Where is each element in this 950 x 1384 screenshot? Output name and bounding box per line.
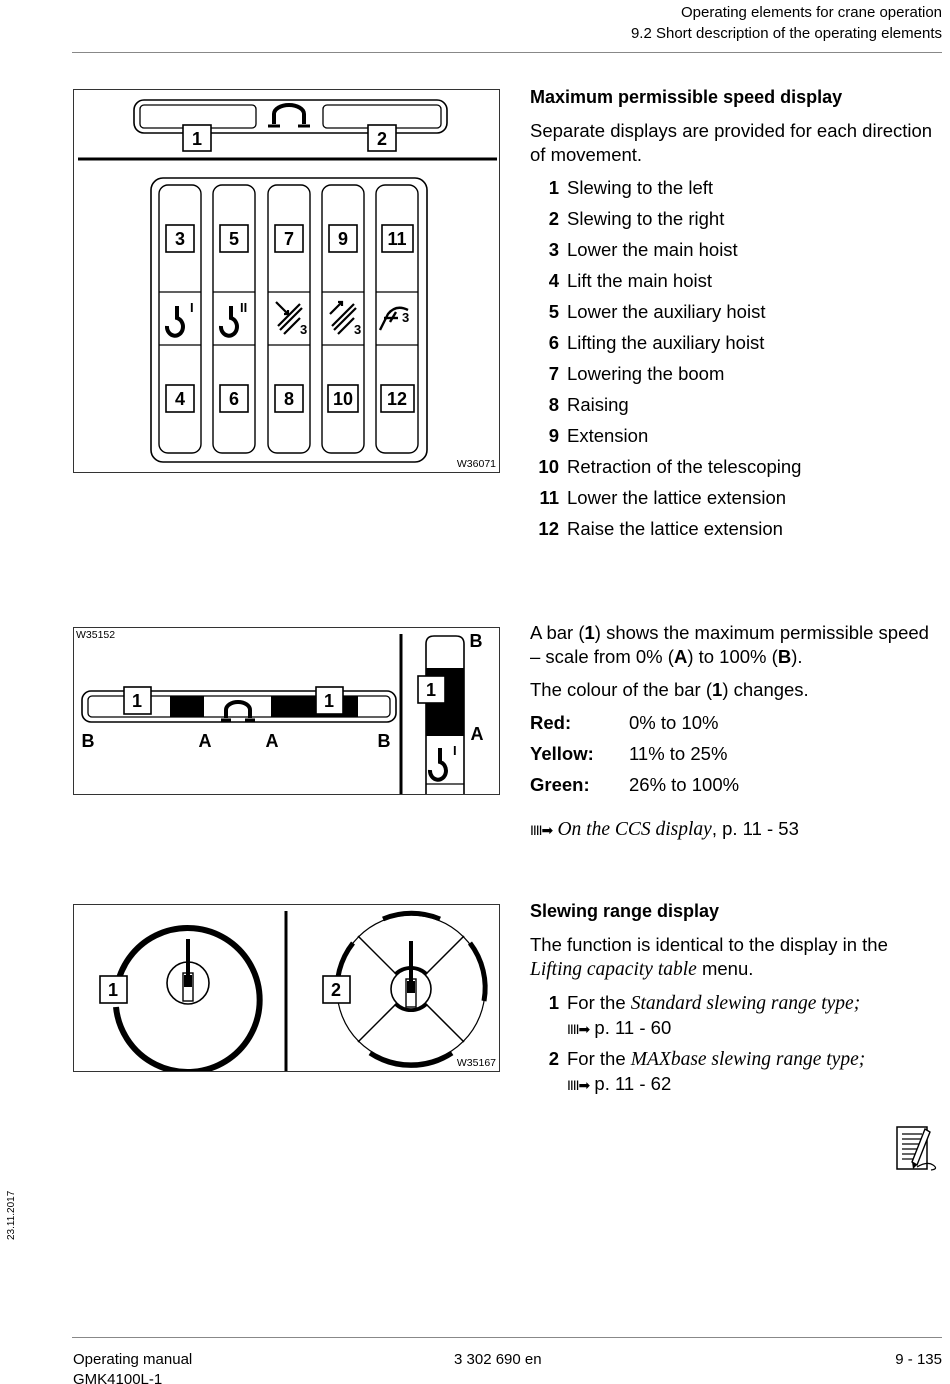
label-2: 2 [376, 129, 388, 149]
main-hoist-icon [430, 743, 457, 780]
item-number: 1 [548, 992, 559, 1013]
svg-text:3: 3 [300, 322, 308, 337]
list-item [530, 393, 940, 424]
figure-speed-bar [73, 627, 500, 795]
slewing-label-1: 1 [107, 980, 119, 1000]
list-item [530, 176, 940, 207]
item-text: Lowering the boom [567, 363, 725, 384]
colour-key-red: Red: [530, 712, 572, 733]
slewing-icon [268, 105, 310, 126]
bar-description: A bar (1) shows the maximum permissible speed – scale from 0% (A) to 100% (B). [530, 622, 929, 667]
speed-bar-drawing [74, 628, 499, 794]
ccs-display-reference[interactable]: IIII➡ On the CCS display, p. 11 - 53 [530, 818, 799, 840]
slewing-range-list [530, 991, 940, 1097]
footer-model: GMK4100L-1 [73, 1371, 163, 1384]
list-item [530, 269, 940, 300]
label-10: 10 [332, 389, 354, 409]
item-number: 11 [539, 487, 559, 508]
colour-key-yellow: Yellow: [530, 743, 594, 764]
item-number: 12 [538, 518, 559, 539]
lifting-capacity-link[interactable]: Lifting capacity table [530, 959, 697, 980]
item-text: Lift the main hoist [567, 270, 712, 291]
reference-arrow-icon: IIII➡ [530, 822, 553, 838]
list-item [530, 455, 940, 486]
section-slewing-range [530, 899, 940, 1103]
label-6: 6 [228, 389, 240, 409]
list-item [530, 362, 940, 393]
item-number: 2 [548, 208, 559, 229]
slewing-type-link[interactable]: MAXbase slewing range type; [630, 1049, 866, 1070]
page-header [631, 2, 942, 44]
slewing-range-drawing [74, 905, 499, 1071]
list-item [530, 238, 940, 269]
label-11: 11 [387, 229, 407, 249]
item-text: Raising [567, 394, 629, 415]
boom-lowering-icon [276, 302, 307, 337]
list-item [530, 1047, 940, 1097]
list-item [530, 300, 940, 331]
scale-right-a: A [265, 731, 279, 751]
item-text: Lower the main hoist [567, 239, 738, 260]
figure-code: W36071 [456, 458, 496, 470]
item-number: 3 [548, 239, 559, 260]
label-12: 12 [386, 389, 408, 409]
reference-arrow-icon: IIII➡ [567, 1077, 590, 1093]
movement-list [530, 176, 940, 548]
list-item [530, 331, 940, 362]
label-1: 1 [191, 129, 203, 149]
list-item [530, 517, 940, 548]
figure-code: W35167 [456, 1057, 496, 1069]
reference-link[interactable]: On the CCS display [557, 819, 712, 840]
vertical-scale-a: A [470, 724, 484, 744]
scale-left-a: A [198, 731, 212, 751]
item-number: 4 [548, 270, 559, 291]
item-number: 7 [548, 363, 559, 384]
item-text: For the MAXbase slewing range type; IIII➡ p. 11 - 62 [567, 1048, 866, 1094]
footer-page-number: 9 - 135 [895, 1351, 942, 1368]
svg-text:II: II [240, 300, 248, 315]
item-number: 5 [548, 301, 559, 322]
header-section: 9.2 Short description of the operating elements [630, 25, 942, 42]
item-text: For the Standard slewing range type; IIII➡ p. 11 - 60 [567, 992, 861, 1038]
section-title: Maximum permissible speed display [530, 87, 843, 107]
label-3: 3 [174, 229, 186, 249]
colour-key-green: Green: [530, 774, 590, 795]
header-rule [72, 52, 942, 53]
svg-text:3: 3 [354, 322, 362, 337]
svg-text:3: 3 [402, 310, 410, 325]
figure-slewing-range [73, 904, 500, 1072]
list-item [530, 207, 940, 238]
item-text: Retraction of the telescoping [567, 456, 802, 477]
scale-left-b: B [81, 731, 95, 751]
svg-text:I: I [453, 743, 457, 758]
figure-code: W35152 [76, 629, 116, 641]
section-bar-colour [530, 621, 940, 851]
bar-colour-note: The colour of the bar (1) changes. [530, 679, 809, 700]
section-intro: The function is identical to the display in the Lifting capacity table menu. [530, 934, 888, 980]
item-number: 6 [548, 332, 559, 353]
item-number: 1 [548, 177, 559, 198]
label-8: 8 [283, 389, 295, 409]
vertical-scale-b: B [469, 631, 483, 651]
speed-display-drawing [74, 90, 499, 472]
item-text: Slewing to the right [567, 208, 725, 229]
section-intro: Separate displays are provided for each direction of movement. [530, 120, 933, 165]
label-7: 7 [283, 229, 295, 249]
label-4: 4 [174, 389, 186, 409]
list-item [530, 991, 940, 1041]
item-number: 2 [548, 1048, 559, 1069]
footer-manual-title: Operating manual [73, 1351, 193, 1368]
item-number: 10 [538, 456, 559, 477]
page-reference[interactable]: p. 11 - 62 [589, 1073, 672, 1094]
edition-date: 23.11.2017 [6, 1190, 17, 1240]
boom-extension-icon [330, 302, 361, 337]
label-5: 5 [228, 229, 240, 249]
section-title: Slewing range display [530, 901, 720, 921]
item-text: Raise the lattice extension [567, 518, 783, 539]
main-hoist-icon [167, 300, 194, 336]
colour-value-yellow: 11% to 25% [629, 743, 728, 764]
bar-fill-right [271, 696, 358, 717]
slewing-type-link[interactable]: Standard slewing range type; [630, 993, 861, 1014]
header-chapter: Operating elements for crane operation [681, 4, 942, 21]
colour-value-green: 26% to 100% [629, 774, 740, 795]
list-item [530, 486, 940, 517]
item-text: Lifting the auxiliary hoist [567, 332, 765, 353]
colour-table [530, 711, 940, 797]
slewing-label-2: 2 [330, 980, 342, 1000]
list-item [530, 424, 940, 455]
footer-doc-number: 3 302 690 en [454, 1351, 542, 1368]
item-number: 9 [548, 425, 559, 446]
footer-rule [72, 1337, 942, 1338]
item-text: Lower the auxiliary hoist [567, 301, 766, 322]
lattice-extension-icon [380, 308, 409, 330]
item-text: Lower the lattice extension [567, 487, 787, 508]
auxiliary-hoist-icon [221, 300, 247, 336]
colour-value-red: 0% to 10% [629, 712, 719, 733]
page-reference[interactable]: p. 11 - 60 [589, 1017, 672, 1038]
section-max-speed [530, 85, 940, 548]
label-9: 9 [337, 229, 349, 249]
item-text: Slewing to the left [567, 177, 714, 198]
svg-text:I: I [190, 300, 194, 315]
bar-fill-left [170, 696, 204, 717]
reference-arrow-icon: IIII➡ [567, 1021, 590, 1037]
figure-speed-display [73, 89, 500, 473]
item-text: Extension [567, 425, 649, 446]
vertical-bar-label: 1 [425, 680, 437, 700]
bar-label-left: 1 [131, 691, 143, 711]
item-number: 8 [548, 394, 559, 415]
bar-label-right: 1 [323, 691, 335, 711]
scale-right-b: B [377, 731, 391, 751]
notes-icon [895, 1125, 941, 1173]
footer-left [73, 1350, 192, 1384]
